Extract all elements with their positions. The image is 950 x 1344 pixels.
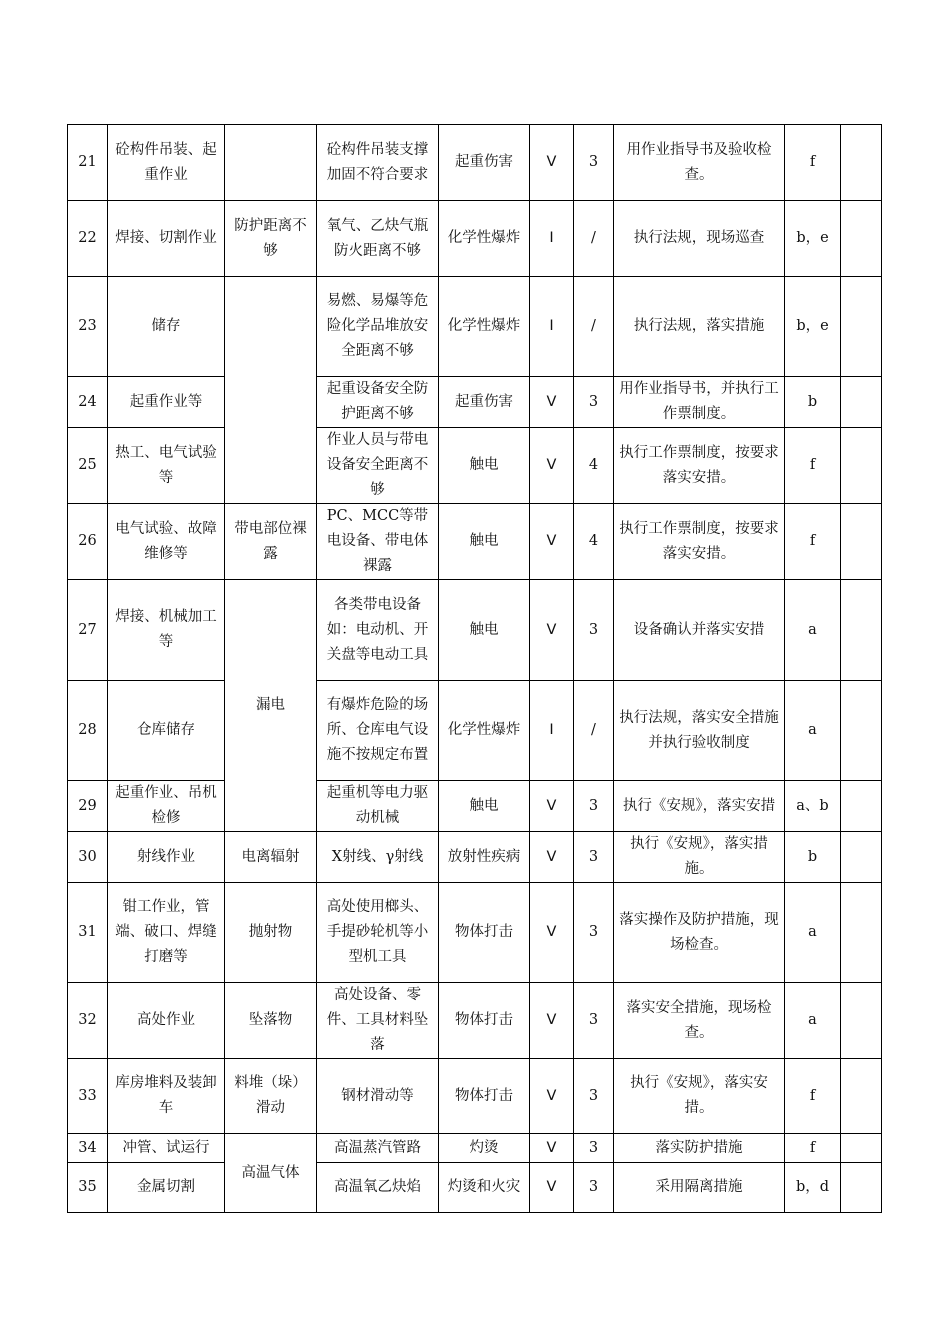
control-measure-cell: 落实安全措施，现场检查。	[614, 983, 785, 1059]
table-row	[68, 377, 882, 428]
status-code-cell: f	[785, 504, 841, 580]
risk-level-cell: Ⅴ	[530, 1059, 574, 1134]
blank-cell	[841, 125, 882, 201]
activity-cell: 射线作业	[108, 832, 225, 883]
factor-cell-pile-slide: 料堆（垛）滑动	[225, 1059, 317, 1134]
activity-cell: 电气试验、故障维修等	[108, 504, 225, 580]
row-number: 23	[68, 277, 108, 377]
table-row	[68, 781, 882, 832]
table-row	[68, 1134, 882, 1163]
activity-cell: 起重作业等	[108, 377, 225, 428]
control-measure-cell: 执行法规，落实措施	[614, 277, 785, 377]
activity-cell: 金属切割	[108, 1163, 225, 1213]
table-row	[68, 681, 882, 781]
factor-cell-projectile: 抛射物	[225, 883, 317, 983]
activity-cell: 热工、电气试验等	[108, 428, 225, 504]
control-measure-cell: 执行《安规》，落实安措	[614, 781, 785, 832]
hazard-source-cell: 砼构件吊装支撑加固不符合要求	[317, 125, 439, 201]
factor-cell-hot-gas: 高温气体	[225, 1134, 317, 1213]
risk-score-cell: 3	[574, 1163, 614, 1213]
risk-level-cell: Ⅴ	[530, 781, 574, 832]
accident-type-cell: 触电	[439, 580, 530, 681]
row-number: 35	[68, 1163, 108, 1213]
accident-type-cell: 物体打击	[439, 883, 530, 983]
table-row	[68, 504, 882, 580]
hazard-source-cell: 高处使用榔头、手提砂轮机等小型机工具	[317, 883, 439, 983]
risk-score-cell: /	[574, 201, 614, 277]
accident-type-cell: 化学性爆炸	[439, 277, 530, 377]
control-measure-cell: 执行《安规》，落实措施。	[614, 832, 785, 883]
table-row	[68, 201, 882, 277]
table-row	[68, 125, 882, 201]
row-number: 29	[68, 781, 108, 832]
factor-cell-empty	[225, 125, 317, 201]
row-number: 32	[68, 983, 108, 1059]
status-code-cell: a、b	[785, 781, 841, 832]
table-row	[68, 428, 882, 504]
table-row	[68, 580, 882, 681]
accident-type-cell: 触电	[439, 781, 530, 832]
hazard-table	[67, 124, 882, 1213]
risk-level-cell: Ⅴ	[530, 1134, 574, 1163]
hazard-source-cell: 高温氧乙炔焰	[317, 1163, 439, 1213]
row-number: 27	[68, 580, 108, 681]
factor-cell-live-exposed: 带电部位裸露	[225, 504, 317, 580]
accident-type-cell: 化学性爆炸	[439, 681, 530, 781]
row-number: 25	[68, 428, 108, 504]
factor-cell-falling: 坠落物	[225, 983, 317, 1059]
blank-cell	[841, 201, 882, 277]
blank-cell	[841, 781, 882, 832]
control-measure-cell: 执行法规，落实安全措施并执行验收制度	[614, 681, 785, 781]
hazard-source-cell: 高处设备、零件、工具材料坠落	[317, 983, 439, 1059]
status-code-cell: a	[785, 883, 841, 983]
control-measure-cell: 落实操作及防护措施，现场检查。	[614, 883, 785, 983]
row-number: 22	[68, 201, 108, 277]
risk-score-cell: 3	[574, 983, 614, 1059]
control-measure-cell: 采用隔离措施	[614, 1163, 785, 1213]
activity-cell: 焊接、机械加工等	[108, 580, 225, 681]
risk-score-cell: /	[574, 681, 614, 781]
table-row	[68, 883, 882, 983]
row-number: 34	[68, 1134, 108, 1163]
activity-cell: 仓库储存	[108, 681, 225, 781]
table-row	[68, 1059, 882, 1134]
blank-cell	[841, 377, 882, 428]
control-measure-cell: 用作业指导书，并执行工作票制度。	[614, 377, 785, 428]
risk-score-cell: 3	[574, 781, 614, 832]
blank-cell	[841, 428, 882, 504]
control-measure-cell: 执行工作票制度，按要求落实安措。	[614, 504, 785, 580]
activity-cell: 起重作业、吊机检修	[108, 781, 225, 832]
risk-level-cell: Ⅰ	[530, 681, 574, 781]
risk-level-cell: Ⅴ	[530, 377, 574, 428]
accident-type-cell: 放射性疾病	[439, 832, 530, 883]
risk-level-cell: Ⅴ	[530, 983, 574, 1059]
hazard-source-cell: 作业人员与带电设备安全距离不够	[317, 428, 439, 504]
factor-cell-empty	[225, 277, 317, 504]
status-code-cell: b，e	[785, 277, 841, 377]
row-number: 30	[68, 832, 108, 883]
table-row	[68, 832, 882, 883]
risk-level-cell: Ⅰ	[530, 201, 574, 277]
factor-cell-leakage: 漏电	[225, 580, 317, 832]
hazard-source-cell: 高温蒸汽管路	[317, 1134, 439, 1163]
status-code-cell: b	[785, 377, 841, 428]
row-number: 31	[68, 883, 108, 983]
blank-cell	[841, 277, 882, 377]
control-measure-cell: 执行工作票制度，按要求落实安措。	[614, 428, 785, 504]
blank-cell	[841, 681, 882, 781]
risk-score-cell: 4	[574, 504, 614, 580]
status-code-cell: f	[785, 1134, 841, 1163]
accident-type-cell: 起重伤害	[439, 377, 530, 428]
activity-cell: 储存	[108, 277, 225, 377]
status-code-cell: b	[785, 832, 841, 883]
accident-type-cell: 灼烫	[439, 1134, 530, 1163]
activity-cell: 钳工作业，管端、破口、焊缝打磨等	[108, 883, 225, 983]
control-measure-cell: 用作业指导书及验收检查。	[614, 125, 785, 201]
blank-cell	[841, 580, 882, 681]
risk-level-cell: Ⅰ	[530, 277, 574, 377]
risk-score-cell: 4	[574, 428, 614, 504]
risk-score-cell: 3	[574, 1059, 614, 1134]
status-code-cell: f	[785, 1059, 841, 1134]
blank-cell	[841, 832, 882, 883]
blank-cell	[841, 504, 882, 580]
status-code-cell: f	[785, 125, 841, 201]
risk-score-cell: 3	[574, 1134, 614, 1163]
accident-type-cell: 灼烫和火灾	[439, 1163, 530, 1213]
risk-level-cell: Ⅴ	[530, 832, 574, 883]
status-code-cell: b，e	[785, 201, 841, 277]
table-row	[68, 1163, 882, 1213]
factor-cell-radiation: 电离辐射	[225, 832, 317, 883]
blank-cell	[841, 1163, 882, 1213]
row-number: 26	[68, 504, 108, 580]
blank-cell	[841, 1059, 882, 1134]
row-number: 24	[68, 377, 108, 428]
accident-type-cell: 物体打击	[439, 983, 530, 1059]
hazard-source-cell: 有爆炸危险的场所、仓库电气设施不按规定布置	[317, 681, 439, 781]
hazard-source-cell: 起重机等电力驱动机械	[317, 781, 439, 832]
hazard-source-cell: 起重设备安全防护距离不够	[317, 377, 439, 428]
factor-cell-distance: 防护距离不够	[225, 201, 317, 277]
accident-type-cell: 触电	[439, 504, 530, 580]
accident-type-cell: 物体打击	[439, 1059, 530, 1134]
hazard-source-cell: 各类带电设备如：电动机、开关盘等电动工具	[317, 580, 439, 681]
control-measure-cell: 执行法规，现场巡查	[614, 201, 785, 277]
hazard-source-cell: 氧气、乙炔气瓶防火距离不够	[317, 201, 439, 277]
risk-score-cell: 3	[574, 125, 614, 201]
control-measure-cell: 落实防护措施	[614, 1134, 785, 1163]
risk-level-cell: Ⅴ	[530, 1163, 574, 1213]
accident-type-cell: 起重伤害	[439, 125, 530, 201]
blank-cell	[841, 883, 882, 983]
blank-cell	[841, 1134, 882, 1163]
risk-level-cell: Ⅴ	[530, 504, 574, 580]
risk-level-cell: Ⅴ	[530, 580, 574, 681]
blank-cell	[841, 983, 882, 1059]
row-number: 21	[68, 125, 108, 201]
activity-cell: 砼构件吊装、起重作业	[108, 125, 225, 201]
activity-cell: 高处作业	[108, 983, 225, 1059]
risk-level-cell: Ⅴ	[530, 125, 574, 201]
status-code-cell: a	[785, 681, 841, 781]
table-row	[68, 983, 882, 1059]
hazard-source-cell: PC、MCC等带电设备、带电体裸露	[317, 504, 439, 580]
row-number: 28	[68, 681, 108, 781]
control-measure-cell: 执行《安规》，落实安措。	[614, 1059, 785, 1134]
risk-score-cell: 3	[574, 883, 614, 983]
table-row	[68, 277, 882, 377]
risk-score-cell: 3	[574, 832, 614, 883]
risk-score-cell: /	[574, 277, 614, 377]
risk-score-cell: 3	[574, 580, 614, 681]
risk-level-cell: Ⅴ	[530, 883, 574, 983]
accident-type-cell: 触电	[439, 428, 530, 504]
row-number: 33	[68, 1059, 108, 1134]
control-measure-cell: 设备确认并落实安措	[614, 580, 785, 681]
hazard-source-cell: 易燃、易爆等危险化学品堆放安全距离不够	[317, 277, 439, 377]
activity-cell: 库房堆料及装卸车	[108, 1059, 225, 1134]
status-code-cell: f	[785, 428, 841, 504]
risk-level-cell: Ⅴ	[530, 428, 574, 504]
risk-score-cell: 3	[574, 377, 614, 428]
status-code-cell: b，d	[785, 1163, 841, 1213]
status-code-cell: a	[785, 983, 841, 1059]
accident-type-cell: 化学性爆炸	[439, 201, 530, 277]
hazard-source-cell: 钢材滑动等	[317, 1059, 439, 1134]
hazard-source-cell: X射线、γ射线	[317, 832, 439, 883]
status-code-cell: a	[785, 580, 841, 681]
activity-cell: 冲管、试运行	[108, 1134, 225, 1163]
activity-cell: 焊接、切割作业	[108, 201, 225, 277]
